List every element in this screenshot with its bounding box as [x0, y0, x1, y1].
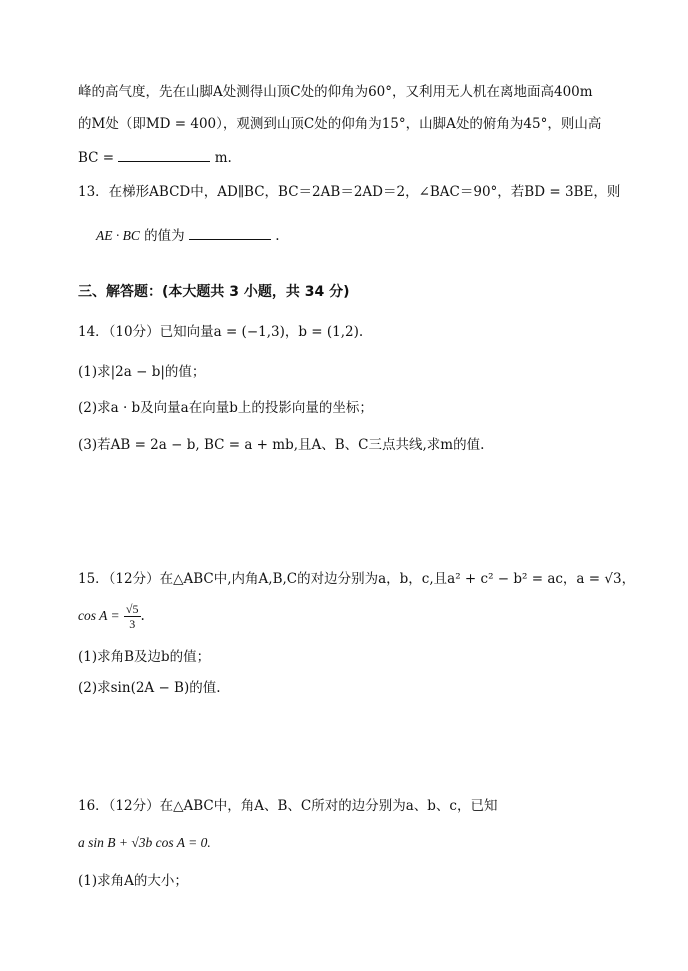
q16-stem: 16．（12分）在△ABC中，角A、B、C所对的边分别为a、b、c，已知: [78, 798, 498, 814]
q15-cos-denominator: 3: [129, 617, 136, 631]
q15-cos-fraction: [124, 602, 141, 631]
q14-part-2: (2)求a · b及向量a在向量b上的投影向量的坐标；: [78, 400, 373, 416]
q16-equation: [78, 834, 211, 852]
q16-part-1: (1)求角A的大小；: [78, 873, 188, 889]
q13-period: .: [275, 228, 280, 244]
q13-value-label: 的值为: [144, 228, 185, 244]
q12-line-1: 峰的高气度，先在山脚A处测得山顶C处的仰角为60°，又利用无人机在离地面高400m: [78, 84, 593, 100]
q15-stem: 15．（12分）在△ABC中,内角A,B,C的对边分别为a，b，c,且a² + c² − b² = ac，a = √3，: [78, 571, 636, 587]
q12-bc-label: BC =: [78, 150, 115, 166]
q15-cos-line: cos A = $\frac{√5}{3}$ .: [78, 602, 145, 631]
q13-line-1: 13．在梯形ABCD中，AD∥BC，BC＝2AB＝2AD＝2，∠BAC＝90°，若BD = 3BE，则: [78, 184, 621, 200]
q12-line-2: 的M处（即MD = 400），观测到山顶C处的仰角为15°，山脚A处的俯角为45°，则山高: [78, 116, 602, 132]
q12-answer-blank[interactable]: [118, 147, 210, 162]
section-heading: 三、解答题：(本大题共 3 小题，共 34 分): [78, 284, 350, 300]
q15-cos-numerator: √5: [125, 602, 139, 616]
q15-part-1: (1)求角B及边b的值；: [78, 649, 211, 665]
q16-eq-text: a sin B + √3b cos A = 0.: [78, 835, 211, 850]
q13-expression: AE · BC: [96, 228, 140, 243]
q14-stem: 14．（10分）已知向量a = (−1,3)，b = (1,2).: [78, 324, 364, 340]
q12-unit: m.: [214, 150, 232, 166]
q14-part-1: (1)求|2a − b|的值；: [78, 364, 206, 380]
q12-line-3: [78, 147, 232, 167]
q15-cos-label: cos A =: [78, 608, 120, 623]
q14-part-3: (3)若AB = 2a − b, BC = a + mb,且A、B、C三点共线,求m的值.: [78, 437, 485, 453]
q13-line-2: [96, 225, 280, 245]
q13-answer-blank[interactable]: [189, 225, 271, 240]
q15-part-2: (2)求sin(2A − B)的值.: [78, 680, 221, 696]
